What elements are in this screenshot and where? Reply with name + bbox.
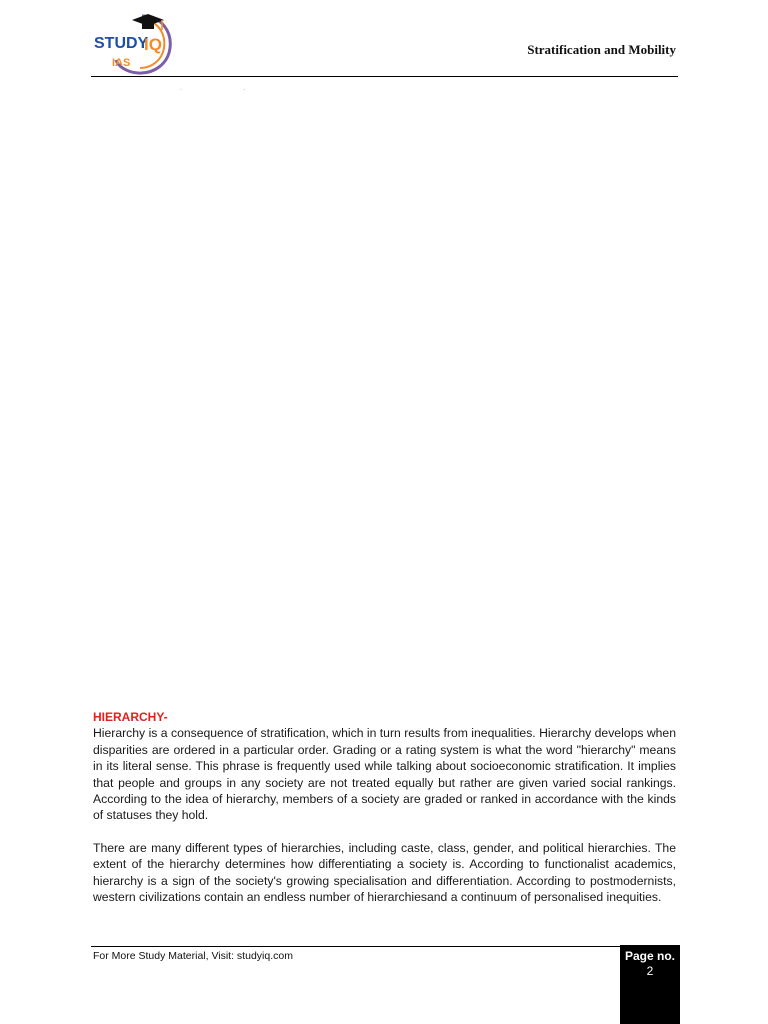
header-divider <box>91 76 678 77</box>
footer-divider <box>91 946 620 947</box>
page-number-box <box>620 945 680 1024</box>
main-content <box>93 709 676 905</box>
page-number: 2 <box>646 964 654 978</box>
document-title: Stratification and Mobility <box>527 42 676 57</box>
section-heading: HIERARCHY- <box>93 710 168 724</box>
logo-study-text: STUDY <box>94 35 149 52</box>
page-label: Page no. <box>624 949 675 963</box>
stray-marks: . . <box>180 86 276 92</box>
studyiq-logo <box>92 10 174 76</box>
paragraph-2: There are many different types of hierarchies, including caste, class, gender, and political hierarchies. The extent of the hierarchy determines how differentiating a society is. According to functionalist academics, hierarchy is a sign of the society's growing specialisation and differentiation. According to postmodernists, western civilizations contain an endless number of hierarchiesand a continuum of personalised inequities. <box>93 840 676 905</box>
footer-link-text[interactable]: For More Study Material, Visit: studyiq.com <box>93 950 293 962</box>
logo-ias-text: IAS <box>112 57 131 69</box>
paragraph-1: Hierarchy is a consequence of stratification, which in turn results from inequalities. Hierarchy develops when disparities are ordered in a particular order. Grading or a rating system is what the word "hierarchy" means in its literal sense. This phrase is frequently used while talking about socioeconomic stratification. It implies that people and groups in any society are not treated equally but rather are given varied social rankings. According to the idea of hierarchy, members of a society are graded or ranked in accordance with the kinds of statuses they hold. <box>93 726 676 823</box>
logo-iq-text: IQ <box>144 35 162 54</box>
